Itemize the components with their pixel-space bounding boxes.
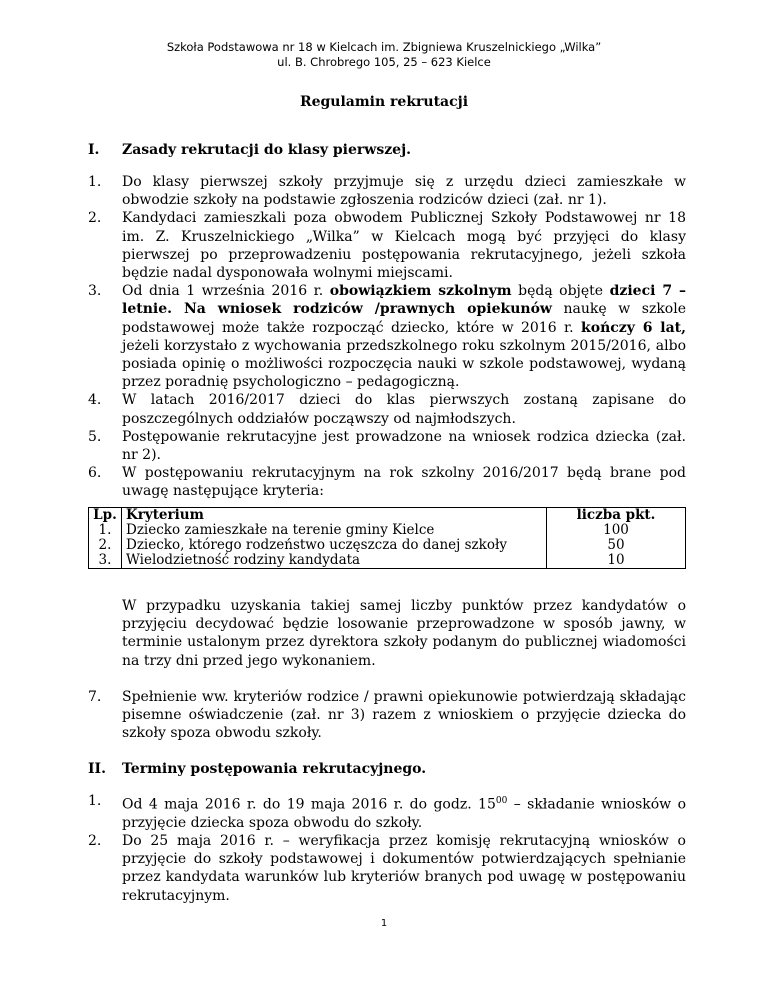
table-cell: Wielodzietność rodziny kandydata [122, 553, 547, 569]
item-text-part: jeżeli korzystało z wychowania przedszkolnego roku szkolnym 2015/2016, albo posiada opinię o możliwości rozpoczęcia nauki w szkole podstawowej, wydaną przez poradnię psychologiczno – pedagogiczną. [122, 337, 686, 391]
item-number: 2. [88, 210, 102, 227]
item-number: 3. [88, 283, 102, 300]
column-header: Kryterium [122, 508, 547, 524]
item-text-part: Od dnia 1 września 2016 r. [122, 283, 330, 300]
table-cell: 100 [547, 523, 686, 538]
table-header-row [89, 508, 686, 524]
item-text-part: naukę w szkole podstawowej może także rozpocząć dziecko, które w 2016 r. [122, 301, 686, 336]
table-cell: 1. [89, 523, 122, 538]
list-item [88, 688, 686, 743]
item-text-bold: dzieci 7 – letnie. Na wniosek rodziców /prawnych opiekunów [122, 283, 687, 318]
section-1-list-continued [88, 688, 686, 743]
item-number: 1. [88, 793, 102, 809]
section-number: II. [88, 761, 106, 777]
table-cell: 10 [547, 553, 686, 569]
item-text-part: Od 4 maja 2016 r. do 19 maja 2016 r. do godz. 15 [122, 796, 496, 813]
list-item [88, 428, 686, 464]
item-text-bold: kończy 6 lat, [581, 319, 686, 336]
criteria-table [88, 507, 686, 569]
time-superscript: 00 [495, 796, 508, 806]
item-number: 4. [88, 392, 102, 409]
item-text: W latach 2016/2017 dzieci do klas pierwszych zostaną zapisane do poszczególnych oddziałów począwszy od najmłodszych. [122, 392, 686, 427]
table-cell: Dziecko, którego rodzeństwo uczęszcza do danej szkoły [122, 538, 547, 553]
section-2-list [88, 792, 686, 905]
item-text: Spełnienie ww. kryteriów rodzice / prawni opiekunowie potwierdzają składając pisemne oświadczenie (zał. nr 3) razem z wnioskiem o przyjęcie dziecka do szkoły spoza obwodu szkoły. [122, 689, 686, 742]
item-text-part: będą objęte [511, 283, 610, 300]
item-number: 2. [88, 833, 102, 850]
item-text: Kandydaci zamieszkali poza obwodem Publicznej Szkoły Podstawowej nr 18 im. Z. Kruszelnickiego „Wilka” w Kielcach mogą być przyjęci do klasy pierwszej po przeprowadzeniu postępowania rekrutacyjnego, jeżeli szkoła będzie nadal dysponowała wolnymi miejscami. [122, 210, 686, 282]
school-address: ul. B. Chrobrego 105, 25 – 623 Kielce [277, 55, 491, 69]
item-text: W postępowaniu rekrutacyjnym na rok szkolny 2016/2017 będą brane pod uwagę następujące kryteria: [122, 465, 686, 500]
section-1-heading [88, 142, 411, 158]
item-number: 1. [88, 174, 102, 190]
section-number: I. [88, 142, 100, 158]
item-text-bold: obowiązkiem szkolnym [329, 283, 512, 300]
letterhead [0, 40, 768, 70]
item-text: Postępowanie rekrutacyjne jest prowadzone na wniosek rodzica dziecka (zał. nr 2). [122, 428, 686, 464]
item-text-part: – składanie wniosków o przyjęcie dziecka spoza obwodu do szkoły. [122, 796, 686, 831]
list-item [88, 391, 686, 427]
list-item [88, 209, 686, 282]
section-1-list [88, 173, 686, 501]
column-header: liczba pkt. [547, 508, 686, 524]
school-name: Szkoła Podstawowa nr 18 w Kielcach im. Zbigniewa Kruszelnickiego „Wilka” [166, 40, 602, 54]
document-title: Regulamin rekrutacji [299, 94, 469, 110]
list-item [88, 792, 686, 832]
table-cell: 50 [547, 538, 686, 553]
item-text: Do 25 maja 2016 r. – weryfikacja przez komisję rekrutacyjną wniosków o przyjęcie do szkoły podstawowej i dokumentów potwierdzających spełnianie przez kandydata warunków lub kryteriów branych pod uwagę w postępowaniu rekrutacyjnym. [122, 833, 686, 904]
list-item [88, 282, 686, 391]
item-number: 7. [88, 689, 102, 705]
tie-break-paragraph: W przypadku uzyskania takiej samej liczby punktów przez kandydatów o przyjęciu decydować będzie losowanie przeprowadzone w sposób jawny, w terminie ustalonym przez dyrektora szkoły podanym do publicznej wiadomości na trzy dni przed jego wykonaniem. [122, 598, 686, 669]
table-cell: 3. [89, 553, 122, 569]
section-title: Terminy postępowania rekrutacyjnego. [122, 761, 427, 777]
item-text: Do klasy pierwszej szkoły przyjmuje się z urzędu dzieci zamieszkałe w obwodzie szkoły na podstawie zgłoszenia rodziców dzieci (zał. nr 1). [122, 174, 686, 209]
column-header: Lp. [89, 508, 122, 524]
list-item [88, 173, 686, 209]
item-number: 6. [88, 465, 102, 482]
list-item [88, 832, 686, 905]
item-number: 5. [88, 428, 102, 445]
table-row [89, 553, 686, 569]
table-cell: 2. [89, 538, 122, 553]
table-row [89, 538, 686, 553]
list-item [88, 464, 686, 500]
section-2-heading [88, 761, 426, 777]
table-row [89, 523, 686, 538]
page-number: 1 [380, 918, 388, 929]
table-cell: Dziecko zamieszkałe na terenie gminy Kielce [122, 523, 547, 538]
section-title: Zasady rekrutacji do klasy pierwszej. [122, 142, 412, 158]
